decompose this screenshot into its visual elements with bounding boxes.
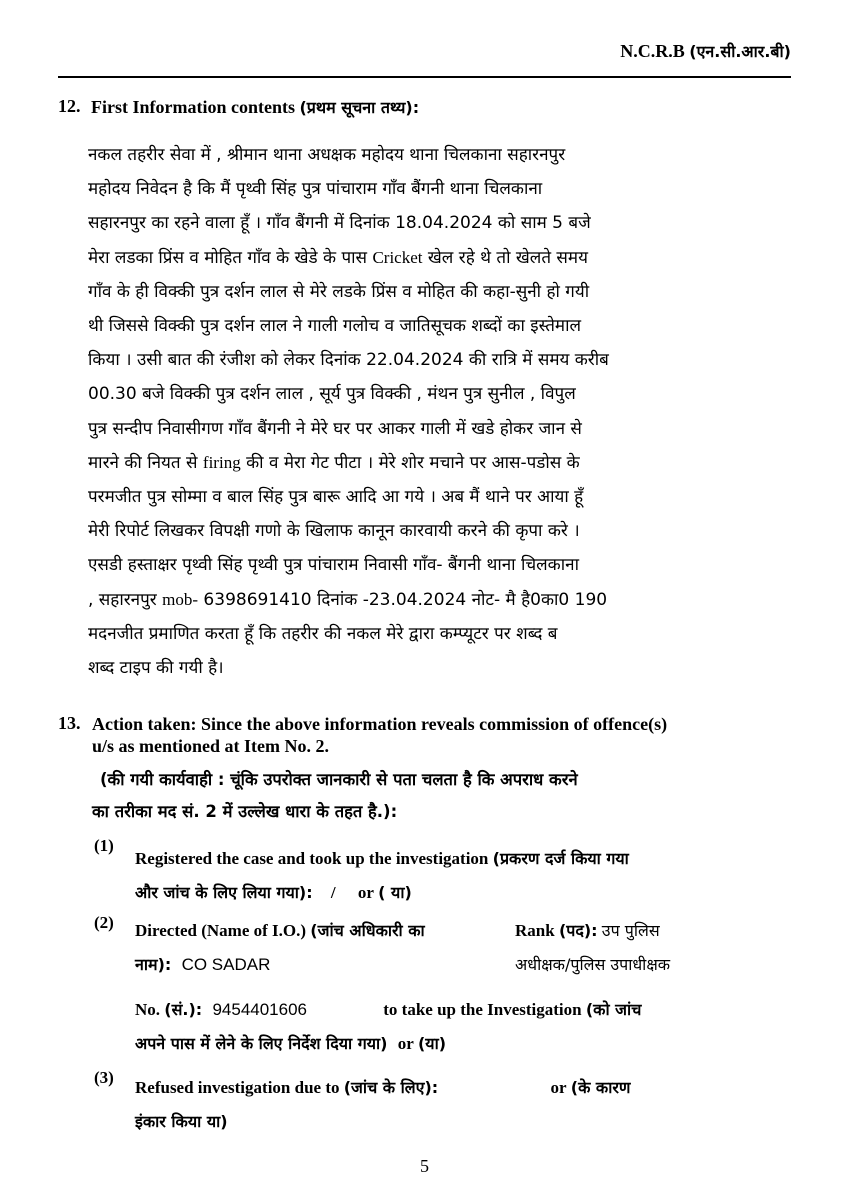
fir-line: 00.30 बजे विक्की पुत्र दर्शन लाल , सूर्य पुत्र विक्की , मंथन पुत्र सुनील , विपुल — [88, 384, 576, 405]
fir-line-segment: की व मेरा गेट पीटा । मेरे शोर मचाने पर आस-पडोस के — [240, 452, 580, 473]
item-2-no-hi: (सं.): — [164, 1000, 203, 1019]
io-number-value: 9454401606 — [212, 1000, 307, 1019]
item-1-slash: / — [330, 883, 336, 902]
fir-line: थी जिससे विक्की पुत्र दर्शन लाल ने गाली गलोच व जातिसूचक शब्दों का इस्तेमाल — [88, 316, 582, 337]
item-1-text-hi: (प्रकरण दर्ज किया गया — [492, 849, 629, 868]
item-3-line2-hi: इंकार किया या) — [135, 1112, 228, 1131]
fir-line-segment: 6398691410 दिनांक -23.04.2024 नोट- मै है0का0 190 — [198, 589, 608, 610]
section-13-hindi-line1: (की गयी कार्यवाही : चूंकि उपरोक्त जानकारी से पता चलता है कि अपराध करने — [100, 770, 578, 789]
section-13-hindi-line2: का तरीका मद सं. 2 में उल्लेख धारा के तहत है.): — [92, 802, 398, 821]
fir-line-segment: , सहारनपुर — [88, 589, 163, 610]
section-13-hindi — [92, 764, 578, 828]
section-13-title-line2: u/s as mentioned at Item No. 2. — [92, 736, 329, 756]
fir-line: किया । उसी बात की रंजीश को लेकर दिनांक 22.04.2024 की रात्रि में समय करीब — [88, 350, 609, 371]
fir-line: पुत्र सन्दीप निवासीगण गाँव बैंगनी ने मेरे घर पर आकर गाली में खडे होकर जान से — [88, 418, 582, 439]
fir-line: शब्द टाइप की गयी है। — [88, 658, 224, 679]
item-2-rank-hi: (पद): — [558, 921, 598, 940]
section-12-title-en: First Information contents — [91, 97, 295, 117]
rank-value-1: उप पुलिस — [601, 921, 660, 940]
item-2-directed — [135, 914, 425, 982]
fir-line-segment: मेरा लडका प्रिंस व मोहित गाँव के खेडे के पास — [88, 247, 373, 268]
fir-line: नकल तहरीर सेवा में , श्रीमान थाना अधक्षक महोदय थाना चिलकाना सहारनपुर — [88, 145, 566, 165]
item-1-line2-hi: और जांच के लिए लिया गया): — [135, 883, 313, 902]
fir-line-segment: firing — [202, 452, 241, 472]
item-3-number: (3) — [94, 1068, 114, 1087]
section-13-number: 13. — [58, 713, 81, 733]
fir-line: परमजीत पुत्र सोम्मा व बाल सिंह पुत्र बारू आदि आ गये । अब मैं थाने पर आया हूँ — [88, 487, 584, 508]
item-2-no-en: No. — [135, 1000, 161, 1019]
item-2-or-hi: (या) — [417, 1034, 447, 1053]
fir-line-segment: मारने की नियत से — [88, 452, 203, 473]
section-12-number: 12. — [58, 96, 81, 116]
fir-line: एसडी हस्ताक्षर पृथ्वी सिंह पृथ्वी पुत्र पांचाराम निवासी गाँव- बैंगनी थाना चिलकाना — [88, 555, 579, 576]
item-3 — [135, 1071, 630, 1139]
header-rule — [58, 76, 791, 78]
fir-contents — [88, 138, 790, 685]
fir-line — [88, 241, 790, 275]
fir-line-segment: mob- — [162, 589, 199, 609]
report-header — [620, 40, 791, 62]
header-org-en: N.C.R.B — [620, 41, 685, 61]
item-3-or-en: or — [550, 1078, 567, 1097]
header-org-hi: (एन.सी.आर.बी) — [689, 42, 791, 61]
section-13-title — [92, 713, 667, 757]
fir-line: मेरी रिपोर्ट लिखकर विपक्षी गणो के खिलाफ कानून कारवायी करने की कृपा करे । — [88, 521, 580, 542]
item-2-number-line — [135, 993, 641, 1061]
fir-line — [88, 583, 790, 617]
item-1-or-en: or — [357, 883, 374, 902]
item-2-rank-en: Rank — [515, 921, 555, 940]
section-12-title — [91, 96, 419, 118]
rank-value-2: अधीक्षक/पुलिस उपाधीक्षक — [515, 955, 671, 974]
item-2-name-label: नाम): — [135, 955, 172, 974]
fir-line: गाँव के ही विक्की पुत्र दर्शन लाल से मेरे लडके प्रिंस व मोहित की कहा-सुनी हो गयी — [88, 281, 590, 302]
fir-line-segment: Cricket — [372, 247, 423, 267]
fir-line: सहारनपुर का रहने वाला हूँ । गाँव बैंगनी में दिनांक 18.04.2024 को साम 5 बजे — [88, 213, 591, 234]
item-2-takeup-en: to take up the Investigation — [383, 1000, 582, 1019]
fir-line: महोदय निवेदन है कि मैं पृथ्वी सिंह पुत्र पांचाराम गाँव बैंगनी थाना चिलकाना — [88, 179, 543, 200]
page-number: 5 — [420, 1156, 429, 1176]
item-3-text-en: Refused investigation due to — [135, 1078, 340, 1097]
item-2-directed-en: Directed (Name of I.O.) — [135, 921, 307, 940]
item-2-number: (2) — [94, 913, 114, 932]
item-3-text-hi: (जांच के लिए): — [343, 1078, 439, 1097]
item-1-or-hi: ( या) — [378, 883, 412, 902]
item-3-or-hi: (के कारण — [570, 1078, 631, 1097]
section-12-title-hi: (प्रथम सूचना तथ्य): — [299, 98, 420, 117]
item-2-or-en: or — [397, 1034, 414, 1053]
fir-line-segment: खेल रहे थे तो खेलते समय — [422, 247, 588, 268]
section-13-title-line1: Action taken: Since the above information reveals commission of offence(s) — [92, 714, 668, 734]
item-2-line4-hi: अपने पास में लेने के लिए निर्देश दिया गया) — [135, 1034, 388, 1053]
io-name-value: CO SADAR — [181, 955, 271, 974]
item-2-rank — [515, 914, 670, 982]
fir-line — [88, 446, 790, 480]
item-1-text-en: Registered the case and took up the investigation — [135, 849, 489, 868]
item-1 — [135, 842, 629, 910]
item-2-takeup-hi: (को जांच — [585, 1000, 642, 1019]
item-2-directed-hi: (जांच अधिकारी का — [310, 921, 425, 940]
fir-line: मदनजीत प्रमाणित करता हूँ कि तहरीर की नकल मेरे द्वारा कम्प्यूटर पर शब्द ब — [88, 623, 558, 644]
item-1-number: (1) — [94, 836, 114, 855]
